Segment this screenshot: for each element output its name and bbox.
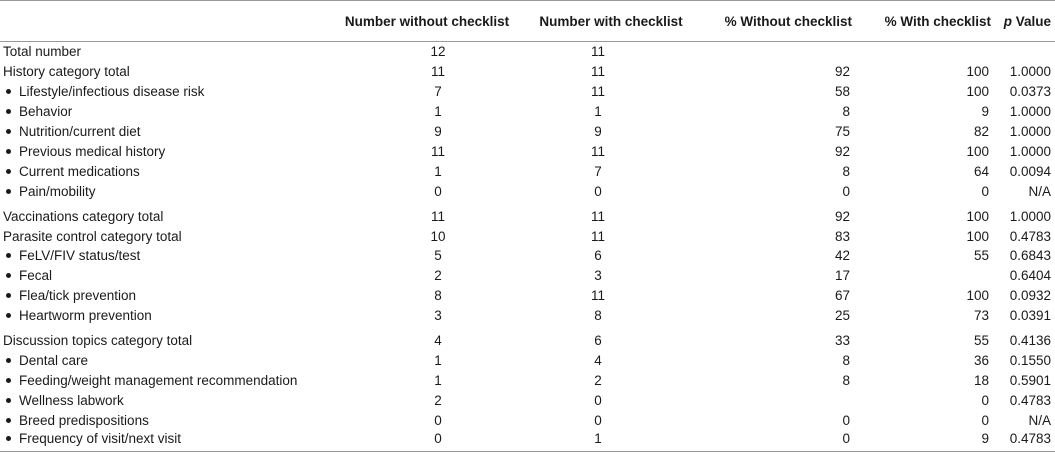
p-value-cell: 1.0000	[1009, 104, 1051, 120]
percent-with-cell	[856, 265, 995, 285]
bullet-icon	[6, 169, 11, 174]
number-with-cell: 11	[590, 228, 605, 244]
percent-with-cell: 100	[966, 288, 989, 304]
bullet-icon	[6, 273, 11, 278]
percent-with-cell: 55	[973, 333, 989, 349]
percent-without-cell: 0	[698, 430, 856, 452]
bullet-icon	[6, 89, 11, 94]
percent-with-cell: 100	[966, 143, 989, 159]
row-label: Current medications	[19, 163, 140, 179]
table-row	[0, 181, 1055, 201]
percent-without-cell: 67	[834, 288, 850, 304]
percent-with-cell: 9	[981, 104, 989, 120]
percent-with-cell: 100	[966, 64, 989, 80]
bullet-icon	[6, 358, 11, 363]
table-row	[0, 42, 1055, 62]
row-label: FeLV/FIV status/test	[19, 248, 141, 264]
percent-without-cell: 58	[834, 84, 850, 100]
number-with-cell: 7	[594, 163, 602, 179]
row-label: Fecal	[19, 268, 53, 284]
number-with-cell: 0	[594, 392, 602, 408]
percent-with-cell: 0	[981, 392, 989, 408]
number-without-cell: 9	[434, 123, 442, 139]
p-value-cell: 1.0000	[1009, 208, 1051, 224]
subitem-label-cell	[0, 181, 330, 201]
table-row	[0, 305, 1055, 325]
table-row	[0, 285, 1055, 305]
number-without-cell: 11	[430, 208, 445, 224]
row-label: Nutrition/current diet	[19, 123, 141, 139]
row-label: Flea/tick prevention	[19, 288, 137, 304]
number-without-cell: 7	[434, 84, 442, 100]
percent-with-cell: 82	[973, 123, 989, 139]
bullet-icon	[6, 129, 11, 134]
p-value-cell: N/A	[1028, 412, 1051, 428]
number-without-cell: 8	[434, 288, 442, 304]
row-label: Parasite control category total	[3, 228, 182, 244]
row-label: Discussion topics category total	[3, 333, 193, 349]
p-value-cell: 1.0000	[1009, 143, 1051, 159]
p-value-cell: 1.0000	[1009, 123, 1051, 139]
number-with-cell: 1	[594, 104, 602, 120]
number-with-cell: 1	[528, 430, 698, 452]
number-without-cell: 2	[434, 392, 442, 408]
percent-without-cell: 8	[842, 163, 850, 179]
number-with-cell: 0	[594, 183, 602, 199]
table-row	[0, 246, 1055, 266]
header-p-rest: Value	[1011, 13, 1051, 29]
row-label: Breed predispositions	[19, 412, 149, 428]
header-percent-without-checklist: % Without checklist	[698, 1, 856, 42]
percent-without-cell	[698, 42, 856, 62]
subitem-label-cell	[0, 305, 330, 325]
number-with-cell: 2	[594, 372, 602, 388]
header-number-with-checklist: Number with checklist	[528, 1, 698, 42]
row-label: Heartworm prevention	[19, 308, 152, 324]
number-without-cell: 4	[434, 333, 442, 349]
subitem-label-cell	[0, 246, 330, 266]
row-label: Behavior	[19, 104, 73, 120]
p-value-cell: 0.4783	[1009, 392, 1051, 408]
row-label: Pain/mobility	[19, 183, 96, 199]
table-row	[0, 161, 1055, 181]
number-without-cell: 11	[430, 64, 445, 80]
percent-without-cell: 42	[834, 248, 850, 264]
p-value-cell: 1.0000	[1009, 64, 1051, 80]
p-value-cell	[995, 42, 1055, 62]
number-without-cell: 1	[434, 104, 442, 120]
percent-without-cell	[698, 390, 856, 410]
bullet-icon	[6, 253, 11, 258]
p-value-cell: 0.6404	[1009, 268, 1051, 284]
number-with-cell: 4	[594, 352, 602, 368]
subitem-label-cell	[0, 410, 330, 430]
percent-with-cell: 0	[981, 183, 989, 199]
header-p-italic: p	[1003, 13, 1012, 29]
row-label: Previous medical history	[19, 143, 166, 159]
p-value-cell: 0.0094	[1009, 163, 1051, 179]
percent-with-cell: 55	[973, 248, 989, 264]
subitem-label-cell	[0, 390, 330, 410]
percent-without-cell: 33	[834, 333, 850, 349]
subitem-label-cell	[0, 141, 330, 161]
percent-without-cell: 92	[834, 143, 850, 159]
percent-without-cell: 25	[834, 308, 850, 324]
number-with-cell: 11	[590, 288, 605, 304]
p-value-cell: 0.0391	[1009, 308, 1051, 324]
table-row	[0, 390, 1055, 410]
subitem-label-cell	[0, 285, 330, 305]
p-value-cell: N/A	[1028, 183, 1051, 199]
percent-without-cell: 92	[834, 208, 850, 224]
p-value-cell: 0.4136	[1009, 333, 1051, 349]
bullet-icon	[6, 189, 11, 194]
number-with-cell: 9	[594, 123, 602, 139]
number-with-cell: 8	[594, 308, 602, 324]
percent-with-cell: 100	[966, 228, 989, 244]
subitem-label-cell	[0, 430, 330, 452]
p-value-cell: 0.5901	[1009, 372, 1051, 388]
number-without-cell: 1	[434, 352, 442, 368]
percent-with-cell	[856, 42, 995, 62]
bullet-icon	[6, 398, 11, 403]
percent-with-cell: 36	[973, 352, 989, 368]
number-without-cell: 1	[434, 372, 442, 388]
number-with-cell: 3	[594, 268, 602, 284]
header-p-value	[995, 1, 1055, 42]
percent-without-cell: 8	[842, 104, 850, 120]
percent-with-cell: 73	[973, 308, 989, 324]
row-label: Frequency of visit/next visit	[19, 430, 182, 446]
table-header-row	[0, 1, 1055, 42]
percent-without-cell: 0	[842, 183, 850, 199]
bullet-icon	[6, 418, 11, 423]
row-label: Dental care	[19, 352, 89, 368]
number-without-cell: 0	[434, 183, 442, 199]
bullet-icon	[6, 313, 11, 318]
category-label-cell	[0, 226, 330, 246]
number-without-cell: 11	[430, 143, 445, 159]
table-row	[0, 61, 1055, 81]
table-row	[0, 101, 1055, 121]
p-value-cell: 0.0932	[1009, 288, 1051, 304]
percent-without-cell: 92	[834, 64, 850, 80]
subitem-label-cell	[0, 350, 330, 370]
row-label: Feeding/weight management recommendation	[19, 372, 298, 388]
table-row	[0, 265, 1055, 285]
percent-without-cell: 83	[834, 228, 850, 244]
number-with-cell: 11	[590, 143, 605, 159]
number-without-cell: 0	[330, 430, 528, 452]
percent-without-cell: 8	[842, 372, 850, 388]
number-with-cell: 0	[594, 412, 602, 428]
header-percent-with-checklist: % With checklist	[856, 1, 995, 42]
number-without-cell: 0	[434, 412, 442, 428]
row-label: Vaccinations category total	[3, 208, 164, 224]
row-label: History category total	[3, 64, 130, 80]
number-without-cell: 2	[434, 268, 442, 284]
subitem-label-cell	[0, 161, 330, 181]
number-with-cell: 6	[594, 248, 602, 264]
table-row	[0, 141, 1055, 161]
header-category	[0, 1, 330, 42]
table-row	[0, 370, 1055, 390]
bullet-icon	[6, 109, 11, 114]
number-with-cell: 11	[590, 208, 605, 224]
header-number-without-checklist: Number without checklist	[330, 1, 528, 42]
bullet-icon	[6, 378, 11, 383]
row-label: Lifestyle/infectious disease risk	[19, 84, 205, 100]
percent-without-cell: 8	[842, 352, 850, 368]
percent-with-cell: 64	[973, 163, 989, 179]
number-without-cell: 5	[434, 248, 442, 264]
number-with-cell: 11	[590, 44, 605, 60]
p-value-cell: 0.6843	[1009, 248, 1051, 264]
bullet-icon	[6, 149, 11, 154]
number-without-cell: 3	[434, 308, 442, 324]
table-row	[0, 325, 1055, 350]
percent-with-cell: 100	[966, 208, 989, 224]
row-label: Total number	[3, 44, 82, 60]
p-value-cell: 0.0373	[1009, 84, 1051, 100]
bullet-icon	[6, 436, 11, 441]
number-without-cell: 1	[434, 163, 442, 179]
row-label: Wellness labwork	[19, 392, 124, 408]
category-label-cell	[0, 42, 330, 62]
p-value-cell: 0.1550	[1009, 352, 1051, 368]
subitem-label-cell	[0, 81, 330, 101]
table-row	[0, 201, 1055, 226]
table-body	[0, 42, 1055, 452]
subitem-label-cell	[0, 265, 330, 285]
p-value-cell: 0.4783	[1009, 228, 1051, 244]
percent-with-cell: 9	[856, 430, 995, 452]
bullet-icon	[6, 293, 11, 298]
category-label-cell	[0, 61, 330, 81]
table-row	[0, 81, 1055, 101]
category-label-cell	[0, 325, 330, 350]
category-label-cell	[0, 201, 330, 226]
table-row	[0, 121, 1055, 141]
number-with-cell: 6	[594, 333, 602, 349]
table-row	[0, 430, 1055, 452]
number-with-cell: 11	[590, 64, 605, 80]
percent-with-cell: 100	[966, 84, 989, 100]
percent-without-cell: 17	[834, 268, 850, 284]
percent-with-cell: 18	[973, 372, 989, 388]
subitem-label-cell	[0, 121, 330, 141]
number-with-cell: 11	[590, 84, 605, 100]
number-without-cell: 12	[430, 44, 446, 60]
subitem-label-cell	[0, 101, 330, 121]
percent-with-cell: 0	[981, 412, 989, 428]
table-row	[0, 410, 1055, 430]
number-without-cell: 10	[430, 228, 446, 244]
table-row	[0, 226, 1055, 246]
subitem-label-cell	[0, 370, 330, 390]
p-value-cell: 0.4783	[995, 430, 1055, 452]
percent-without-cell: 75	[834, 123, 850, 139]
percent-without-cell: 0	[842, 412, 850, 428]
table-row	[0, 350, 1055, 370]
